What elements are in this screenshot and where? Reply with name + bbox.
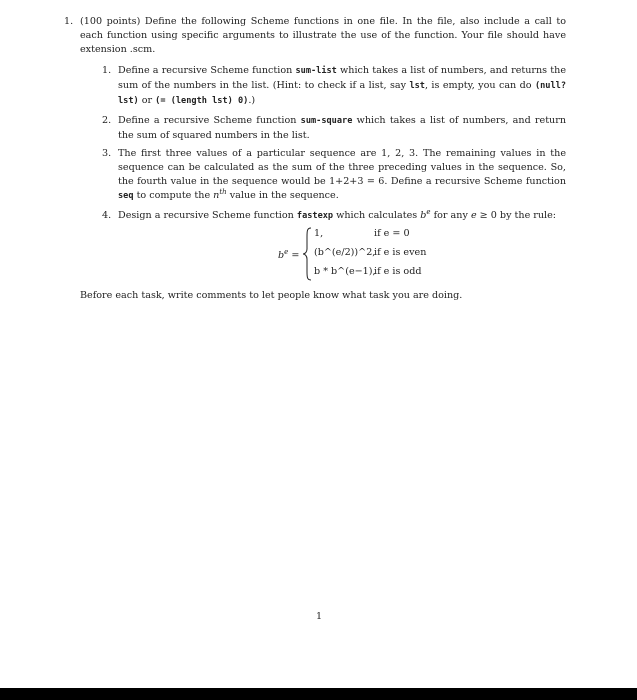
task-text: to compute the [133, 189, 214, 201]
task-text: value in the sequence. [226, 189, 339, 201]
question-number: 1. [64, 16, 74, 27]
code-fastexp: fastexp [296, 210, 334, 221]
code-sum-square: sum-square [300, 115, 353, 126]
task-text: Design a recursive Scheme function [118, 209, 297, 221]
task-text: by the rule: [496, 209, 557, 221]
case-condition: if e is even [374, 247, 427, 259]
code-lst: lst [409, 81, 425, 92]
question-block [64, 15, 566, 303]
page-number: 1 [316, 611, 323, 622]
math-n-th: $n^{th}$ [213, 187, 227, 201]
math-e-ge-0: e [470, 209, 477, 221]
fastexp-formula [118, 227, 566, 283]
case-condition: if e = 0 [374, 228, 410, 240]
task-item-1 [102, 64, 566, 108]
case-condition: if e is odd [374, 266, 422, 278]
task-text: Define a recursive Scheme function [118, 114, 301, 126]
case-value: (b^(e/2))^2, [314, 247, 376, 259]
task-text: , is empty, you can do [424, 80, 535, 92]
code-seq: seq [118, 190, 134, 201]
task-text: for any [430, 209, 471, 221]
formula-lhs: $b^e$ = [278, 248, 300, 262]
code-sum-list: sum-list [295, 66, 337, 77]
math-b-e: $b^e$ [420, 207, 431, 221]
task-text: .) [248, 94, 256, 106]
code-length-check: (= (length lst) 0) [155, 95, 249, 106]
question-intro: (100 points) Define the following Scheme functions in one file. In the file, also include a call to each function using specific arguments to illustrate the use of the function. Your file should have extension .scm. [80, 16, 566, 55]
bottom-black-bar [0, 688, 637, 700]
task-item-3 [102, 147, 566, 203]
task-text: Define a recursive Scheme function [118, 65, 296, 77]
closing-instruction: Before each task, write comments to let people know what task you are doing. [80, 290, 463, 302]
task-list [102, 64, 566, 283]
task-text: which takes a list of numbers, and return the sum of squared numbers in the list. [118, 114, 566, 141]
task-text: The first three values of a particular sequence are 1, 2, 3. The remaining values in the sequence can be calculated as the sum of the three preceding values in the sequence. So, the fourth value in the sequence would be 1+2+3 = 6. Define a recursive Scheme function [118, 148, 566, 187]
code-null-check: (null? lst) [118, 81, 566, 106]
task-item-2 [102, 114, 566, 143]
task-number: 1. [102, 65, 112, 77]
task-number: 2. [102, 114, 112, 126]
task-number: 4. [102, 209, 112, 221]
left-brace-icon [302, 227, 312, 281]
case-value: 1, [314, 228, 324, 240]
task-text: which takes a list of numbers, and returns the sum of the numbers in the list. (Hint: to check if a list, say [118, 65, 566, 92]
task-text: which calculates [333, 209, 421, 221]
case-value: b * b^(e−1), [314, 266, 376, 278]
task-item-4: 4. Design a recursive Scheme function fastexp which calculates $b^e$ for any e ≥ 0 by the rule: $b^e$ = 1, if e = 0 (b^(e/2))^2, if e is even b * b^(e−1), if e is odd [102, 209, 566, 284]
task-number: 3. [102, 148, 112, 160]
task-text: or [138, 94, 156, 106]
